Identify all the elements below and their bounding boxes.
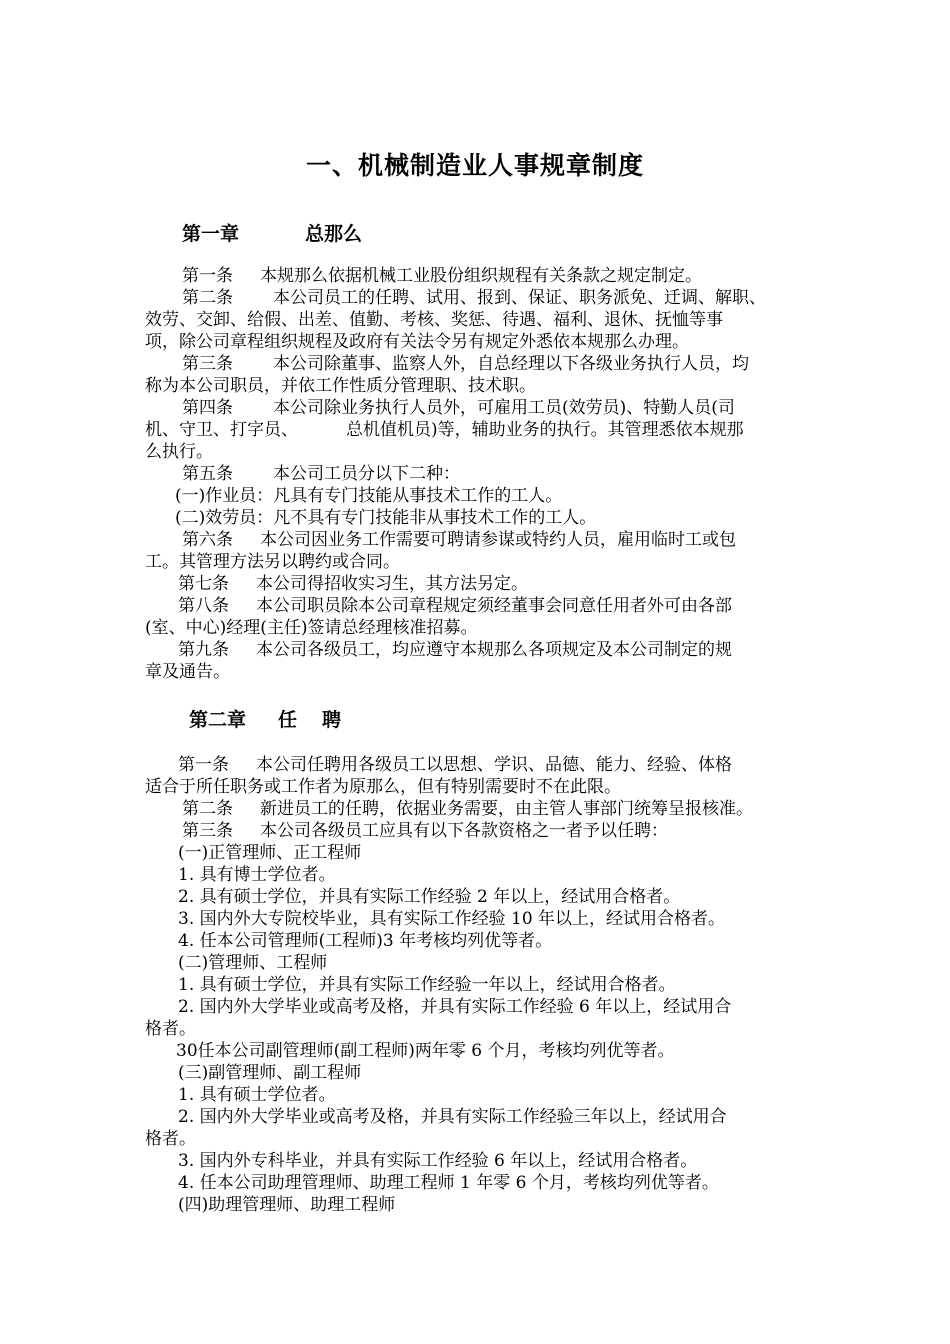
article-label: 第九条 [178,640,229,660]
grade-2-item-3: 30任本公司副管理师(副工程师)两年零 6 个月，考核均列优等者。 [176,1041,675,1061]
article-label: 第一条 [182,266,233,286]
grade-2-item-2-line-1: 2. 国内外大学毕业或高考及格，并具有实际工作经验 6 年以上，经试用合 [178,997,732,1017]
grade-2-item-2-line-2: 格者。 [145,1019,196,1039]
ch1-article-7 [0,573,950,595]
article-text: 总机值机员)等，辅助业务的执行。其管理悉依本规那 [346,420,744,440]
document-title: 一、机械制造业人事规章制度 [305,151,644,180]
chapter-2-name-char-2: 聘 [322,709,342,731]
article-text: 本公司除业务执行人员外，可雇用工员(效劳员)、特勤人员(司 [273,398,735,418]
grade-1-item-2: 2. 具有硕士学位，并具有实际工作经验 2 年以上，经试用合格者。 [178,887,681,907]
ch2-article-2 [0,798,950,820]
ch2-article-1-line-2: 适合于所任职务或工作者为原那么，但有特别需要时不在此限。 [145,777,621,797]
article-label: 第一条 [178,755,229,775]
grade-3-title: (三)副管理师、副工程师 [178,1063,362,1083]
ch1-article-3-line-1 [0,353,950,375]
ch1-article-5-item-2: (二)效劳员：凡不具有专门技能非从事技术工作的工人。 [175,508,597,528]
article-label: 第四条 [182,398,233,418]
article-text: 本公司得招收实习生，其方法另定。 [256,574,528,594]
article-text: 机、守卫、打字员、 [145,420,298,440]
ch1-article-2-line-2: 效劳、交卸、给假、出差、值勤、考核、奖惩、待遇、福利、退休、抚恤等事 [145,310,723,330]
grade-1-title: (一)正管理师、正工程师 [178,843,362,863]
ch1-article-4-line-1 [0,397,950,419]
article-label: 第三条 [182,354,233,374]
ch1-article-8-line-2: (室、中心)经理(主任)签请总经理核准招募。 [145,618,478,638]
grade-3-item-2-line-1: 2. 国内外大学毕业或高考及格，并具有实际工作经验三年以上，经试用合 [178,1107,727,1127]
ch1-article-3-line-2: 称为本公司职员，并依工作性质分管理职、技术职。 [145,376,536,396]
article-text: 本公司除董事、监察人外，自总经理以下各级业务执行人员，均 [273,354,749,374]
grade-3-item-1: 1. 具有硕士学位者。 [178,1085,336,1105]
ch1-article-9-line-2: 章及通告。 [145,662,230,682]
article-text: 本公司职员除本公司章程规定须经董事会同意任用者外可由各部 [256,596,732,616]
article-text: 本规那么依据机械工业股份组织规程有关条款之规定制定。 [260,266,702,286]
ch1-article-4-line-3: 么执行。 [145,442,213,462]
ch1-article-6-line-2: 工。其管理方法另以聘约或合同。 [145,552,400,572]
grade-3-item-4: 4. 任本公司助理管理师、助理工程师 1 年零 6 个月，考核均列优等者。 [178,1173,719,1193]
ch1-article-4-line-2 [0,419,950,441]
ch1-article-2-line-3: 项，除公司章程组织规程及政府有关法令另有规定外悉依本规那么办理。 [145,332,689,352]
article-text: 本公司因业务工作需要可聘请参谋或特约人员，雇用临时工或包 [260,530,736,550]
grade-3-item-3: 3. 国内外专科毕业，并具有实际工作经验 6 年以上，经试用合格者。 [178,1151,698,1171]
article-text: 本公司员工的任聘、试用、报到、保证、职务派免、迁调、解职、 [273,288,766,308]
chapter-1-label: 第一章 [182,223,240,245]
ch1-article-1 [0,265,950,287]
article-text: 本公司各级员工，均应遵守本规那么各项规定及本公司制定的规 [256,640,732,660]
ch2-article-3 [0,820,950,842]
ch1-article-9-line-1 [0,639,950,661]
ch1-article-5 [0,463,950,485]
article-text: 新进员工的任聘，依据业务需要，由主管人事部门统筹呈报核准。 [260,799,753,819]
ch1-article-8-line-1 [0,595,950,617]
grade-2-item-1: 1. 具有硕士学位，并具有实际工作经验一年以上，经试用合格者。 [178,975,676,995]
chapter-2-label: 第二章 [189,709,247,731]
article-label: 第二条 [182,799,233,819]
article-label: 第三条 [182,821,233,841]
article-text: 本公司工员分以下二种： [273,464,460,484]
article-label: 第二条 [182,288,233,308]
article-label: 第七条 [178,574,229,594]
chapter-1-heading [0,219,950,245]
chapter-2-heading [0,705,950,731]
ch2-article-1-line-1 [0,754,950,776]
grade-1-item-1: 1. 具有博士学位者。 [178,865,336,885]
grade-3-item-2-line-2: 格者。 [145,1129,196,1149]
article-text: 本公司任聘用各级员工以思想、学识、品德、能力、经验、体格 [256,755,732,775]
chapter-2-name-char-1: 任 [278,709,298,731]
grade-2-title: (二)管理师、工程师 [178,953,328,973]
grade-4-title: (四)助理管理师、助理工程师 [178,1195,396,1215]
ch1-article-2-line-1 [0,287,950,309]
article-text: 本公司各级员工应具有以下各款资格之一者予以任聘： [260,821,668,841]
article-label: 第五条 [182,464,233,484]
ch1-article-6-line-1 [0,529,950,551]
ch1-article-5-item-1: (一)作业员：凡具有专门技能从事技术工作的工人。 [175,486,563,506]
grade-1-item-4: 4. 任本公司管理师(工程师)3 年考核均列优等者。 [178,931,553,951]
chapter-1-name: 总那么 [305,223,363,245]
article-label: 第六条 [182,530,233,550]
article-label: 第八条 [178,596,229,616]
grade-1-item-3: 3. 国内外大专院校毕业，具有实际工作经验 10 年以上，经试用合格者。 [178,909,726,929]
